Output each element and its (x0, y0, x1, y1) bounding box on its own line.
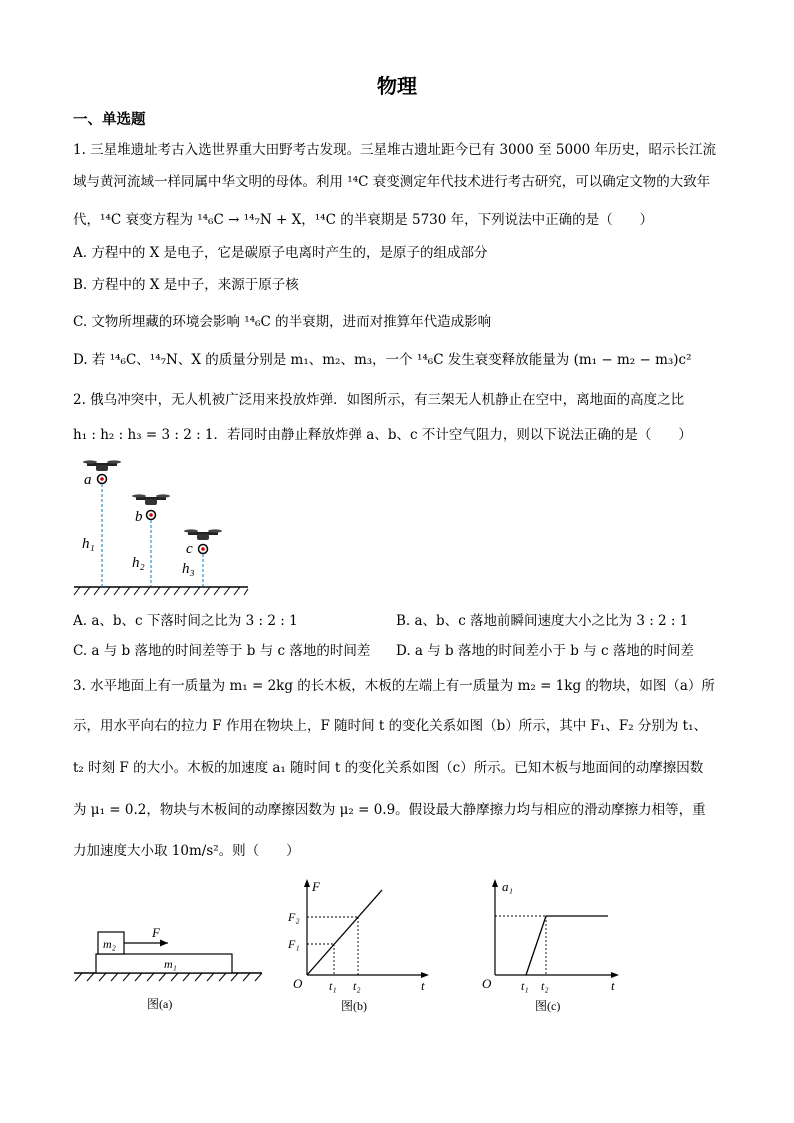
label-h2: h₂ (132, 555, 145, 571)
q2-option-a: A. a、b、c 下落时间之比为 3 : 2 : 1 (73, 613, 298, 629)
fig-b-F2: F₂ (288, 910, 300, 924)
fig-a-F-label: F (152, 925, 160, 940)
q2-option-c: C. a 与 b 落地的时间差等于 b 与 c 落地的时间差 (73, 643, 371, 659)
q1-option-c: C. 文物所埋藏的环境会影响 ¹⁴₆C 的半衰期，进而对推算年代造成影响 (73, 314, 492, 330)
fig-b-xlabel: t (421, 978, 425, 993)
label-a: a (84, 472, 92, 488)
fig-b-origin: O (293, 976, 303, 991)
figure-c-a1-vs-t (475, 873, 635, 1018)
drone-figure (72, 455, 252, 600)
label-c: c (186, 541, 193, 557)
q3-line-1: 3. 水平地面上有一质量为 m₁ = 2kg 的长木板，木板的左端上有一质量为 m₂ = 1kg 的物块，如图（a）所 (73, 678, 715, 694)
force-arrow-icon (160, 940, 168, 947)
q1-line-2: 域与黄河流域一样同属中华文明的母体。利用 ¹⁴C 衰变测定年代技术进行考古研究，可以确定文物的大致年 (73, 174, 711, 190)
fig-a-caption: 图(a) (147, 997, 173, 1011)
q1-line-1: 1. 三星堆遗址考古入选世界重大田野考古发现。三星堆古遗址距今已有 3000 至 5000 年历史，昭示长江流 (73, 142, 717, 158)
fig-c-caption: 图(c) (535, 999, 561, 1013)
fig-c-ylabel: a₁ (502, 879, 514, 894)
page-title: 物理 (377, 74, 417, 98)
fig-c-t1: t₁ (521, 979, 529, 993)
fig-a-m1-label: m₁ (164, 957, 177, 971)
q3-line-2: 示，用水平向右的拉力 F 作用在物块上，F 随时间 t 的变化关系如图（b）所示，其中 F₁、F₂ 分别为 t₁、 (73, 718, 708, 734)
q3-line-3: t₂ 时刻 F 的大小。木板的加速度 a₁ 随时间 t 的变化关系如图（c）所示。已知木板与地面间的动摩擦因数 (73, 760, 704, 776)
q2-line-1: 2. 俄乌冲突中，无人机被广泛用来投放炸弹．如图所示，有三架无人机静止在空中，离地面的高度之比 (73, 392, 685, 408)
fig-b-F1: F₁ (288, 937, 300, 951)
fig-c-xlabel: t (611, 978, 615, 993)
label-h1: h₁ (82, 536, 95, 552)
section-heading: 一、单选题 (73, 111, 146, 128)
fig-b-ylabel: F (312, 879, 320, 894)
a1-line (526, 916, 608, 975)
q1-option-a: A. 方程中的 X 是电子，它是碳原子电离时产生的，是原子的组成部分 (73, 245, 488, 261)
q2-option-d: D. a 与 b 落地的时间差小于 b 与 c 落地的时间差 (396, 643, 694, 659)
q2-line-2: h₁ : h₂ : h₃ = 3 : 2 : 1．若同时由静止释放炸弹 a、b、c 不计空气阻力，则以下说法正确的是（ ） (73, 427, 692, 443)
label-b: b (135, 509, 143, 525)
q1-option-d: D. 若 ¹⁴₆C、¹⁴₇N、X 的质量分别是 m₁、m₂、m₃，一个 ¹⁴₆C 发生衰变释放能量为 (m₁ − m₂ − m₃)c² (73, 352, 692, 368)
fig-b-t1: t₁ (329, 979, 337, 993)
fig-a-m2-label: m₂ (103, 937, 116, 951)
q3-line-5: 力加速度大小取 10m/s²。则（ ） (73, 843, 300, 859)
fig-c-t2: t₂ (541, 979, 549, 993)
q1-option-b: B. 方程中的 X 是中子，来源于原子核 (73, 277, 299, 293)
figure-b-F-vs-t (285, 873, 435, 1018)
q3-line-4: 为 μ₁ = 0.2，物块与木板间的动摩擦因数为 μ₂ = 0.9。假设最大静摩擦力均与相应的滑动摩擦力相等，重 (73, 802, 706, 818)
figure-a-block-board (72, 918, 267, 1018)
label-h3: h₃ (182, 561, 195, 577)
fig-c-origin: O (482, 976, 492, 991)
q1-line-3: 代，¹⁴C 衰变方程为 ¹⁴₆C → ¹⁴₇N + X，¹⁴C 的半衰期是 5730 年，下列说法中正确的是（ ） (73, 212, 654, 228)
F-line (307, 890, 382, 975)
fig-b-t2: t₂ (353, 979, 361, 993)
fig-b-caption: 图(b) (341, 999, 367, 1013)
q2-option-b: B. a、b、c 落地前瞬间速度大小之比为 3 : 2 : 1 (396, 613, 689, 629)
